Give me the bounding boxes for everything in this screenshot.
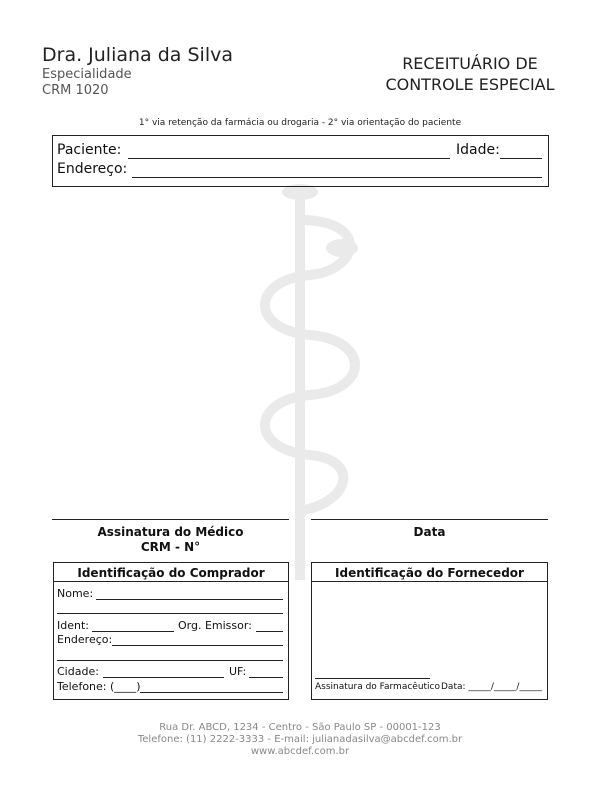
footer-website: www.abcdef.com.br — [250, 746, 350, 757]
crm-n-label: CRM - N° — [140, 540, 201, 554]
data-label: Data — [413, 525, 446, 539]
footer-address: Rua Dr. ABCD, 1234 - Centro - São Paulo SP - 00001-123 — [159, 722, 441, 733]
data-line[interactable] — [311, 519, 548, 520]
assinatura-medico-line[interactable] — [52, 519, 289, 520]
assinatura-farmaceutico-line[interactable] — [315, 678, 430, 679]
crm-number: CRM 1020 — [42, 83, 109, 98]
uf-field[interactable] — [249, 677, 283, 678]
form-title-line2: CONTROLE ESPECIAL — [385, 75, 555, 94]
uf-label: UF: — [229, 665, 247, 678]
fornecedor-title: Identificação do Fornecedor — [335, 566, 524, 580]
comprador-title: Identificação do Comprador — [77, 566, 265, 580]
cidade-field[interactable] — [103, 677, 224, 678]
ident-field[interactable] — [92, 631, 174, 632]
org-emissor-field[interactable] — [256, 631, 283, 632]
comprador-endereco-field-2[interactable] — [57, 660, 283, 661]
fornecedor-box — [311, 562, 548, 700]
assinatura-farmaceutico-label: Assinatura do Farmacêutico — [315, 682, 441, 692]
specialty: Especialidade — [42, 67, 132, 82]
footer-contact: Telefone: (11) 2222-3333 - E-mail: julianadasilva@abcdef.com.br — [137, 734, 463, 745]
endereco-label: Endereço: — [57, 161, 128, 177]
comprador-title-divider — [53, 581, 289, 582]
form-title-line1: RECEITUÁRIO DE — [402, 54, 538, 73]
doctor-name: Dra. Juliana da Silva — [42, 44, 233, 66]
assinatura-medico-label: Assinatura do Médico — [97, 525, 244, 539]
comprador-endereco-label: Endereço: — [57, 633, 113, 646]
org-emissor-label: Org. Emissor: — [178, 619, 252, 632]
rod-of-asclepius-icon — [230, 180, 380, 580]
comprador-endereco-field[interactable] — [112, 645, 283, 646]
cidade-label: Cidade: — [57, 665, 99, 678]
endereco-field[interactable] — [132, 177, 542, 178]
fornecedor-data-label: Data: _____/_____/_____ — [441, 682, 542, 692]
fornecedor-title-divider — [311, 581, 548, 582]
ident-label: Ident: — [57, 619, 89, 632]
telefone-field[interactable] — [140, 692, 283, 693]
nome-field[interactable] — [96, 599, 283, 600]
telefone-label: Telefone: (____) — [57, 680, 141, 693]
idade-field[interactable] — [500, 158, 542, 159]
paciente-label: Paciente: — [57, 142, 122, 158]
paciente-field[interactable] — [128, 158, 450, 159]
idade-label: Idade: — [456, 142, 500, 158]
nome-label: Nome: — [57, 587, 94, 600]
via-note: 1° via retenção da farmácia ou drogaria - 2° via orientação do paciente — [138, 118, 462, 128]
nome-field-2[interactable] — [57, 613, 283, 614]
